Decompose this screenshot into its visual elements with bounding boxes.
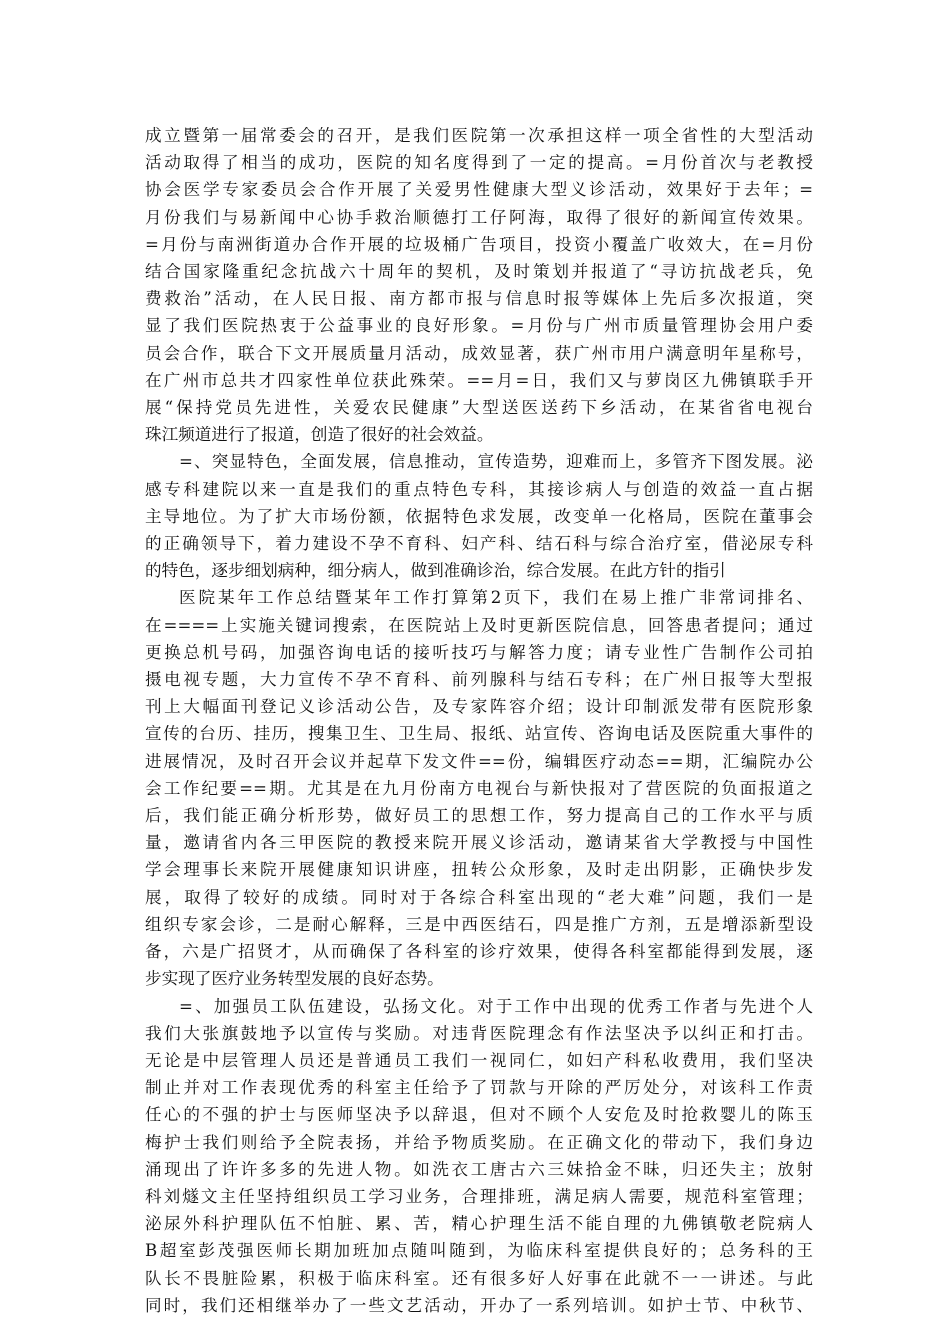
text-line: 任心的不强的护士与医师坚决予以辞退，但对不顾个人安危及时抢救婴儿的陈玉 [145, 1105, 813, 1125]
text-line: 刊上大幅面刊登记义诊活动公告，及专家阵容介绍；设计印制派发带有医院形象 [145, 697, 813, 717]
text-line: 科刘燧文主任坚持组织员工学习业务，合理排班，满足病人需要，规范科室管理； [145, 1186, 813, 1206]
text-line: =、突显特色，全面发展，信息推动，宣传造势，迎难而上，多管齐下图发展。泌 [179, 452, 813, 472]
text-line: 显了我们医院热衷于公益事业的良好形象。=月份与广州市质量管理协会用户委 [145, 316, 813, 336]
text-line: 在广州市总共才四家性单位获此殊荣。==月=日，我们又与萝岗区九佛镇联手开 [145, 370, 813, 390]
text-line: 队长不畏脏险累，积极于临床科室。还有很多好人好事在此就不一一讲述。与此 [145, 1268, 813, 1288]
text-line: 后，我们能正确分析形势，做好员工的思想工作，努力提高自己的工作水平与质 [145, 806, 813, 826]
text-line: 无论是中层管理人员还是普通员工我们一视同仁，如妇产科私收费用，我们坚决 [145, 1050, 813, 1070]
text-line: 摄电视专题，大力宣传不孕不育科、前列腺科与结石专科；在广州日报等大型报 [145, 670, 813, 690]
paragraph-3 [145, 584, 813, 992]
text-line: 更换总机号码，加强咨询电话的接听技巧与解答力度；请专业性广告制作公司拍 [145, 642, 813, 662]
text-line: 学会理事长来院开展健康知识讲座，扭转公众形象，及时走出阴影，正确快步发 [145, 860, 813, 880]
text-line: 月份我们与易新闻中心协手救治顺德打工仔阿海，取得了很好的新闻宣传效果。 [145, 207, 813, 227]
text-line: 量，邀请省内各三甲医院的教授来院开展义诊活动，邀请某省大学教授与中国性 [145, 833, 813, 853]
text-line: 展“保持党员先进性，关爱农民健康”大型送医送药下乡活动，在某省省电视台 [145, 398, 813, 418]
text-line: 协会医学专家委员会合作开展了关爱男性健康大型义诊活动，效果好于去年；= [145, 180, 813, 200]
text-line: 涌现出了许许多多的先进人物。如洗衣工唐古六三妹拾金不昧，归还失主；放射 [145, 1159, 813, 1179]
paragraph-4 [145, 993, 813, 1319]
text-line: 医院某年工作总结暨某年工作打算第2页下，我们在易上推广非常词排名、 [179, 588, 813, 608]
text-line: 同时，我们还相继举办了一些文艺活动，开办了一系列培训。如护士节、中秋节、 [145, 1295, 813, 1315]
text-line: 步实现了医疗业务转型发展的良好态势。 [145, 969, 444, 989]
text-line: 梅护士我们则给予全院表扬，并给予物质奖励。在正确文化的带动下，我们身边 [145, 1132, 813, 1152]
text-line: 结合国家隆重纪念抗战六十周年的契机，及时策划并报道了“寻访抗战老兵，免 [145, 262, 813, 282]
text-line: 进展情况，及时召开会议并起草下发文件==份，编辑医疗动态==期，汇编院办公 [145, 751, 813, 771]
text-line: 主导地位。为了扩大市场份额，依据特色求发展，改变单一化格局，医院在董事会 [145, 506, 813, 526]
text-line: 费救治”活动，在人民日报、南方都市报与信息时报等媒体上先后多次报道，突 [145, 289, 813, 309]
text-line: =、加强员工队伍建设，弘扬文化。对于工作中出现的优秀工作者与先进个人 [179, 996, 813, 1016]
text-line: =月份与南洲街道办合作开展的垃圾桶广告项目，投资小覆盖广收效大，在=月份 [145, 234, 813, 254]
text-line: 泌尿外科护理队伍不怕脏、累、苦，精心护理生活不能自理的九佛镇敬老院病人 [145, 1214, 813, 1234]
text-line: 制止并对工作表现优秀的科室主任给予了罚款与开除的严厉处分，对该科工作责 [145, 1078, 813, 1098]
text-line: 组织专家会诊，二是耐心解释，三是中西医结石，四是推广方剂，五是增添新型设 [145, 914, 813, 934]
text-line: 成立暨第一届常委会的召开，是我们医院第一次承担这样一项全省性的大型活动 [145, 126, 813, 145]
text-line: 活动取得了相当的成功，医院的知名度得到了一定的提高。=月份首次与老教授 [145, 153, 813, 173]
text-line: 备，六是广招贤才，从而确保了各科室的诊疗效果，使得各科室都能得到发展，逐 [145, 942, 813, 962]
text-line: 我们大张旗鼓地予以宣传与奖励。对违背医院理念有作法坚决予以纠正和打击。 [145, 1023, 813, 1043]
text-line: 在====上实施关键词搜索，在医院站上及时更新医院信息，回答患者提问；通过 [145, 615, 813, 635]
text-line: B超室彭茂强医师长期加班加点随叫随到，为临床科室提供良好的；总务科的王 [145, 1241, 813, 1261]
paragraph-2 [145, 448, 813, 584]
text-line: 珠江频道进行了报道，创造了很好的社会效益。 [145, 425, 494, 445]
document-page [145, 122, 813, 1319]
text-line: 的特色，逐步细划病种，细分病人，做到准确诊治，综合发展。在此方针的指引 [145, 561, 726, 581]
text-line: 员会合作，联合下文开展质量月活动，成效显著，获广州市用户满意明年星称号， [145, 343, 813, 363]
text-line: 会工作纪要==期。尤其是在九月份南方电视台与新快报对了营医院的负面报道之 [145, 778, 813, 798]
text-line: 感专科建院以来一直是我们的重点特色专科，其接诊病人与创造的效益一直占据 [145, 479, 813, 499]
text-line: 展，取得了较好的成绩。同时对于各综合科室出现的“老大难”问题，我们一是 [145, 887, 813, 907]
text-line: 宣传的台历、挂历，搜集卫生、卫生局、报纸、站宣传、咨询电话及医院重大事件的 [145, 724, 813, 744]
text-line: 的正确领导下，着力建设不孕不育科、妇产科、结石科与综合治疗室，借泌尿专科 [145, 534, 813, 554]
paragraph-1 [145, 122, 813, 448]
